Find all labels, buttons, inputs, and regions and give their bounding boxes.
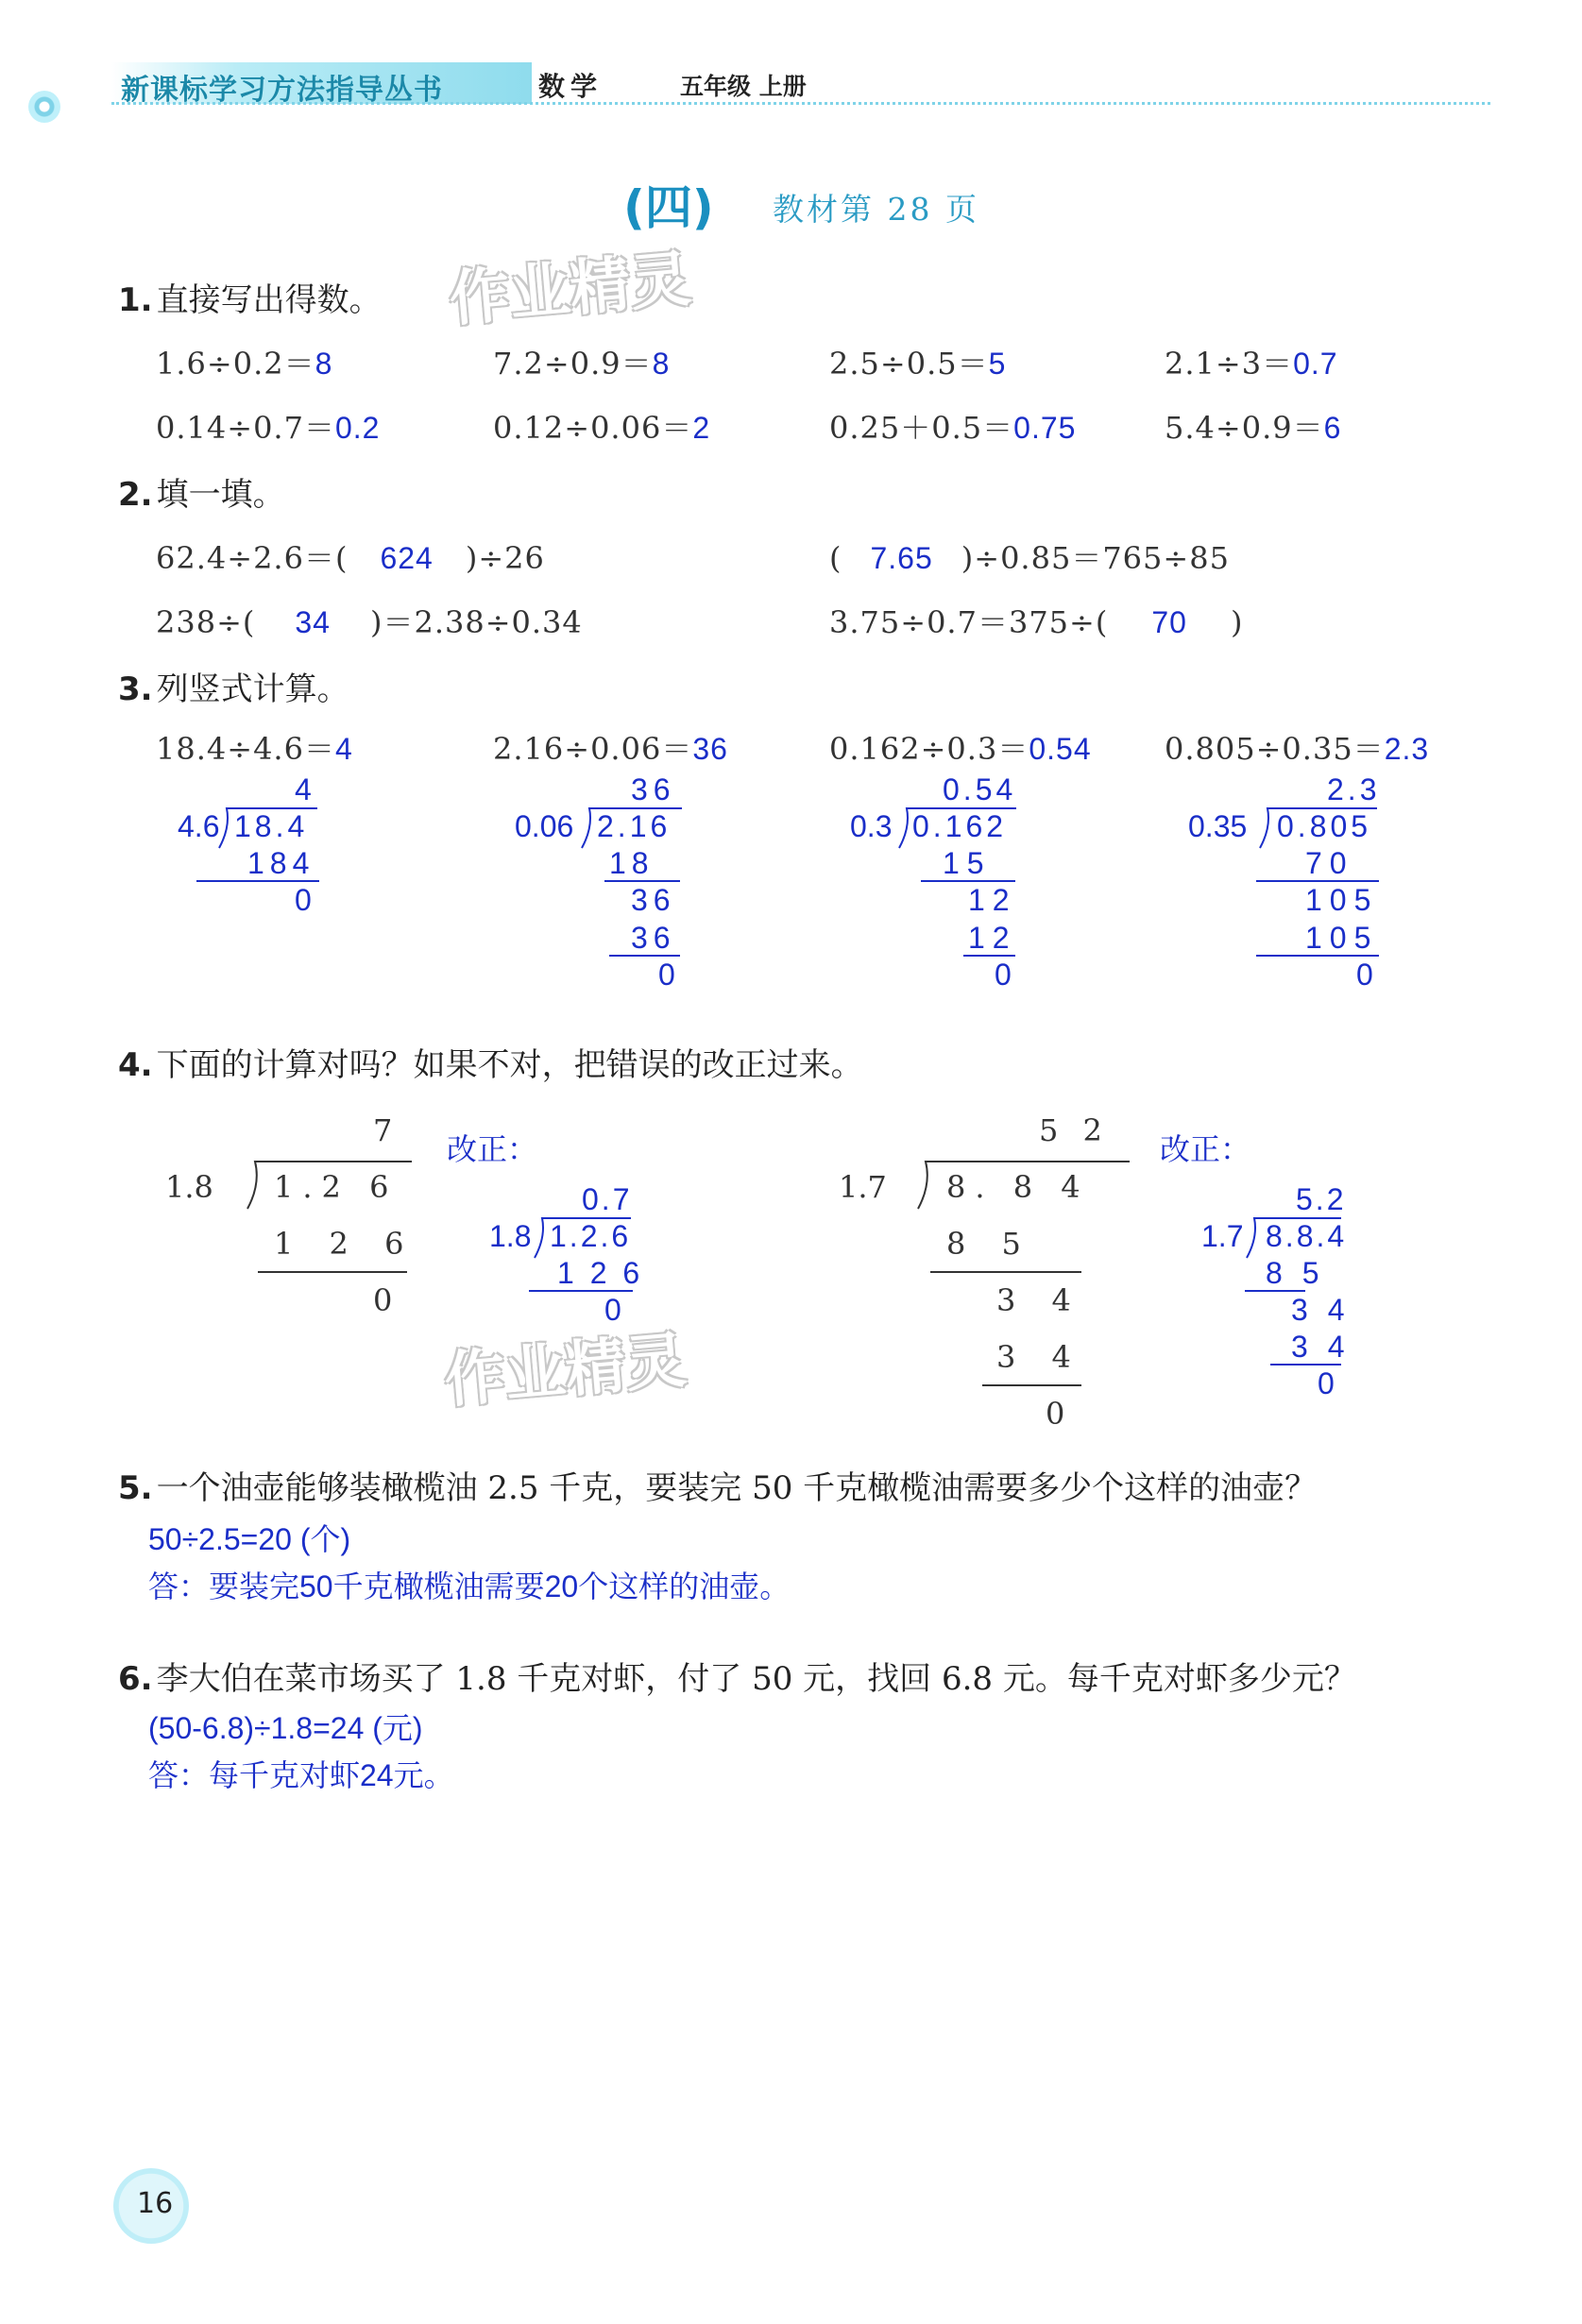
q4l-fix-rule: [529, 1290, 633, 1292]
q5-answer: 答：要装完50千克橄榄油需要20个这样的油壶。: [148, 1569, 791, 1603]
q4l-correction-label: 改正：: [447, 1132, 538, 1166]
ld2-remainder: 0: [658, 958, 675, 992]
ld4-rule: [1256, 880, 1379, 882]
q2-fill-1b: ( 7.65 )÷0.85＝765÷85: [829, 540, 1230, 576]
watermark-middle: 作业精灵: [441, 1325, 689, 1416]
q1-item: 5.4÷0.9＝6: [1165, 410, 1342, 446]
q4r-dividend: 8. 8 4: [946, 1169, 1090, 1205]
q5-work: 50÷2.5=20 (个): [148, 1522, 351, 1556]
q4l-fix-step: 1 2 6: [557, 1256, 644, 1290]
q4r-quotient: 5 2: [1039, 1112, 1110, 1148]
series-title: 新课标学习方法指导丛书: [121, 74, 443, 107]
q4l-quotient: 7: [373, 1112, 393, 1148]
section-number: (四): [623, 180, 714, 235]
ld2-step: 36: [631, 883, 676, 917]
ld2-rule: [604, 880, 680, 882]
q4l-fix-dividend: 1.2.6: [550, 1219, 632, 1253]
q1-item: 2.5÷0.5＝5: [829, 346, 1007, 382]
q6-label: 6. 李大伯在菜市场买了 1.8 千克对虾，付了 50 元，找回 6.8 元。每千克对虾多少元？: [118, 1660, 1356, 1698]
ld1-divisor: 4.6: [178, 809, 220, 843]
ld3-step: 12: [968, 883, 1017, 917]
ld2-step: 36: [631, 921, 676, 955]
q2-fill-2a: 238÷( 34 )＝2.38÷0.34: [156, 604, 583, 640]
q4l-fix-remainder: 0: [604, 1293, 621, 1327]
grade-label: 五年级 上册: [680, 73, 807, 100]
ld3-quotient: 0.54: [943, 772, 1017, 806]
watermark-top: 作业精灵: [446, 244, 694, 335]
ld3-dividend: 0.162: [912, 809, 1008, 843]
ld4-dividend: 0.805: [1277, 809, 1372, 843]
ld2-quotient: 36: [631, 772, 676, 806]
q4r-fix-step: 3 4: [1291, 1330, 1351, 1364]
ld3-rule: [921, 880, 1015, 882]
q1-item: 0.14÷0.7＝0.2: [156, 410, 381, 446]
q6-work: (50-6.8)÷1.8=24 (元): [148, 1711, 423, 1745]
ld4-remainder: 0: [1356, 958, 1373, 992]
ld1-dividend: 18.4: [234, 809, 309, 843]
ld3-divisor: 0.3: [850, 809, 893, 843]
q1-item: 0.12÷0.06＝2: [493, 410, 711, 446]
q4r-fix-remainder: 0: [1318, 1366, 1335, 1400]
ld1-step: 184: [247, 846, 315, 880]
ld3-remainder: 0: [995, 958, 1012, 992]
q2-label: 2. 填一填。: [118, 476, 285, 514]
ld2-divisor: 0.06: [515, 809, 574, 843]
q6-answer: 答：每千克对虾24元。: [148, 1758, 454, 1792]
q4l-divisor: 1.8: [165, 1169, 213, 1205]
q4r-fix-dividend: 8.8.4: [1266, 1219, 1348, 1253]
q4l-rule: [258, 1271, 407, 1273]
section-reference: 教材第 28 页: [773, 191, 979, 228]
q4r-fix-step: 8 5: [1266, 1256, 1325, 1290]
ld4-quotient: 2.3: [1327, 772, 1381, 806]
q3-expr: 2.16÷0.06＝36: [493, 731, 728, 767]
q4r-step: 8 5: [946, 1226, 1034, 1262]
q4r-correction-label: 改正：: [1160, 1132, 1251, 1166]
ld1-quotient: 4: [295, 772, 312, 806]
q3-expr: 0.805÷0.35＝2.3: [1165, 731, 1430, 767]
q4l-fix-quotient: 0.7: [582, 1182, 633, 1216]
q4r-fix-quotient: 5.2: [1296, 1182, 1347, 1216]
ld3-step: 12: [968, 921, 1017, 955]
q4r-step: 3 4: [996, 1339, 1084, 1375]
ld4-step: 105: [1305, 921, 1379, 955]
ld2-rule: [609, 955, 680, 957]
q4l-step: 1 2 6: [274, 1226, 417, 1262]
q4l-dividend: 1.2 6: [274, 1169, 399, 1205]
subject-title: 数学: [538, 71, 604, 102]
ld1-remainder: 0: [295, 883, 312, 917]
q1-item: 7.2÷0.9＝8: [493, 346, 671, 382]
ld2-dividend: 2.16: [597, 809, 672, 843]
q2-fill-2b: 3.75÷0.7＝375÷( 70 ): [829, 604, 1244, 640]
q4l-remainder: 0: [373, 1282, 393, 1318]
ld4-step: 70: [1305, 846, 1354, 880]
ld4-rule: [1256, 955, 1379, 957]
q4r-fix-rule: [1245, 1290, 1305, 1292]
q3-label: 3. 列竖式计算。: [118, 670, 349, 708]
q1-item: 0.25＋0.5＝0.75: [829, 410, 1077, 446]
page-number: 16: [137, 2187, 174, 2220]
q1-item: 2.1÷3＝0.7: [1165, 346, 1338, 382]
q4r-step: 3 4: [996, 1282, 1084, 1318]
q4l-fix-divisor: 1.8: [489, 1219, 532, 1253]
q4r-fix-divisor: 1.7: [1201, 1219, 1244, 1253]
q4r-rule: [982, 1384, 1081, 1386]
q5-label: 5. 一个油壶能够装橄榄油 2.5 千克，要装完 50 千克橄榄油需要多少个这样的油壶？: [118, 1469, 1318, 1507]
q3-expr: 0.162÷0.3＝0.54: [829, 731, 1092, 767]
ld1-rule: [196, 880, 319, 882]
q2-fill-1a: 62.4÷2.6＝( 624 )÷26: [156, 540, 545, 576]
q1-item: 1.6÷0.2＝8: [156, 346, 333, 382]
ld3-rule: [963, 955, 1015, 957]
q4r-rule: [930, 1271, 1081, 1273]
q4r-divisor: 1.7: [839, 1169, 887, 1205]
header-circle-icon: [28, 91, 60, 123]
ld3-step: 15: [943, 846, 992, 880]
q4r-fix-rule: [1270, 1364, 1341, 1366]
q4r-fix-step: 3 4: [1291, 1293, 1351, 1327]
ld4-divisor: 0.35: [1188, 809, 1248, 843]
ld4-step: 105: [1305, 883, 1379, 917]
q4-label: 4. 下面的计算对吗？如果不对，把错误的改正过来。: [118, 1046, 863, 1084]
q1-label: 1. 直接写出得数。: [118, 281, 382, 319]
q4r-remainder: 0: [1046, 1396, 1065, 1432]
ld2-step: 18: [609, 846, 655, 880]
q3-expr: 18.4÷4.6＝4: [156, 731, 353, 767]
